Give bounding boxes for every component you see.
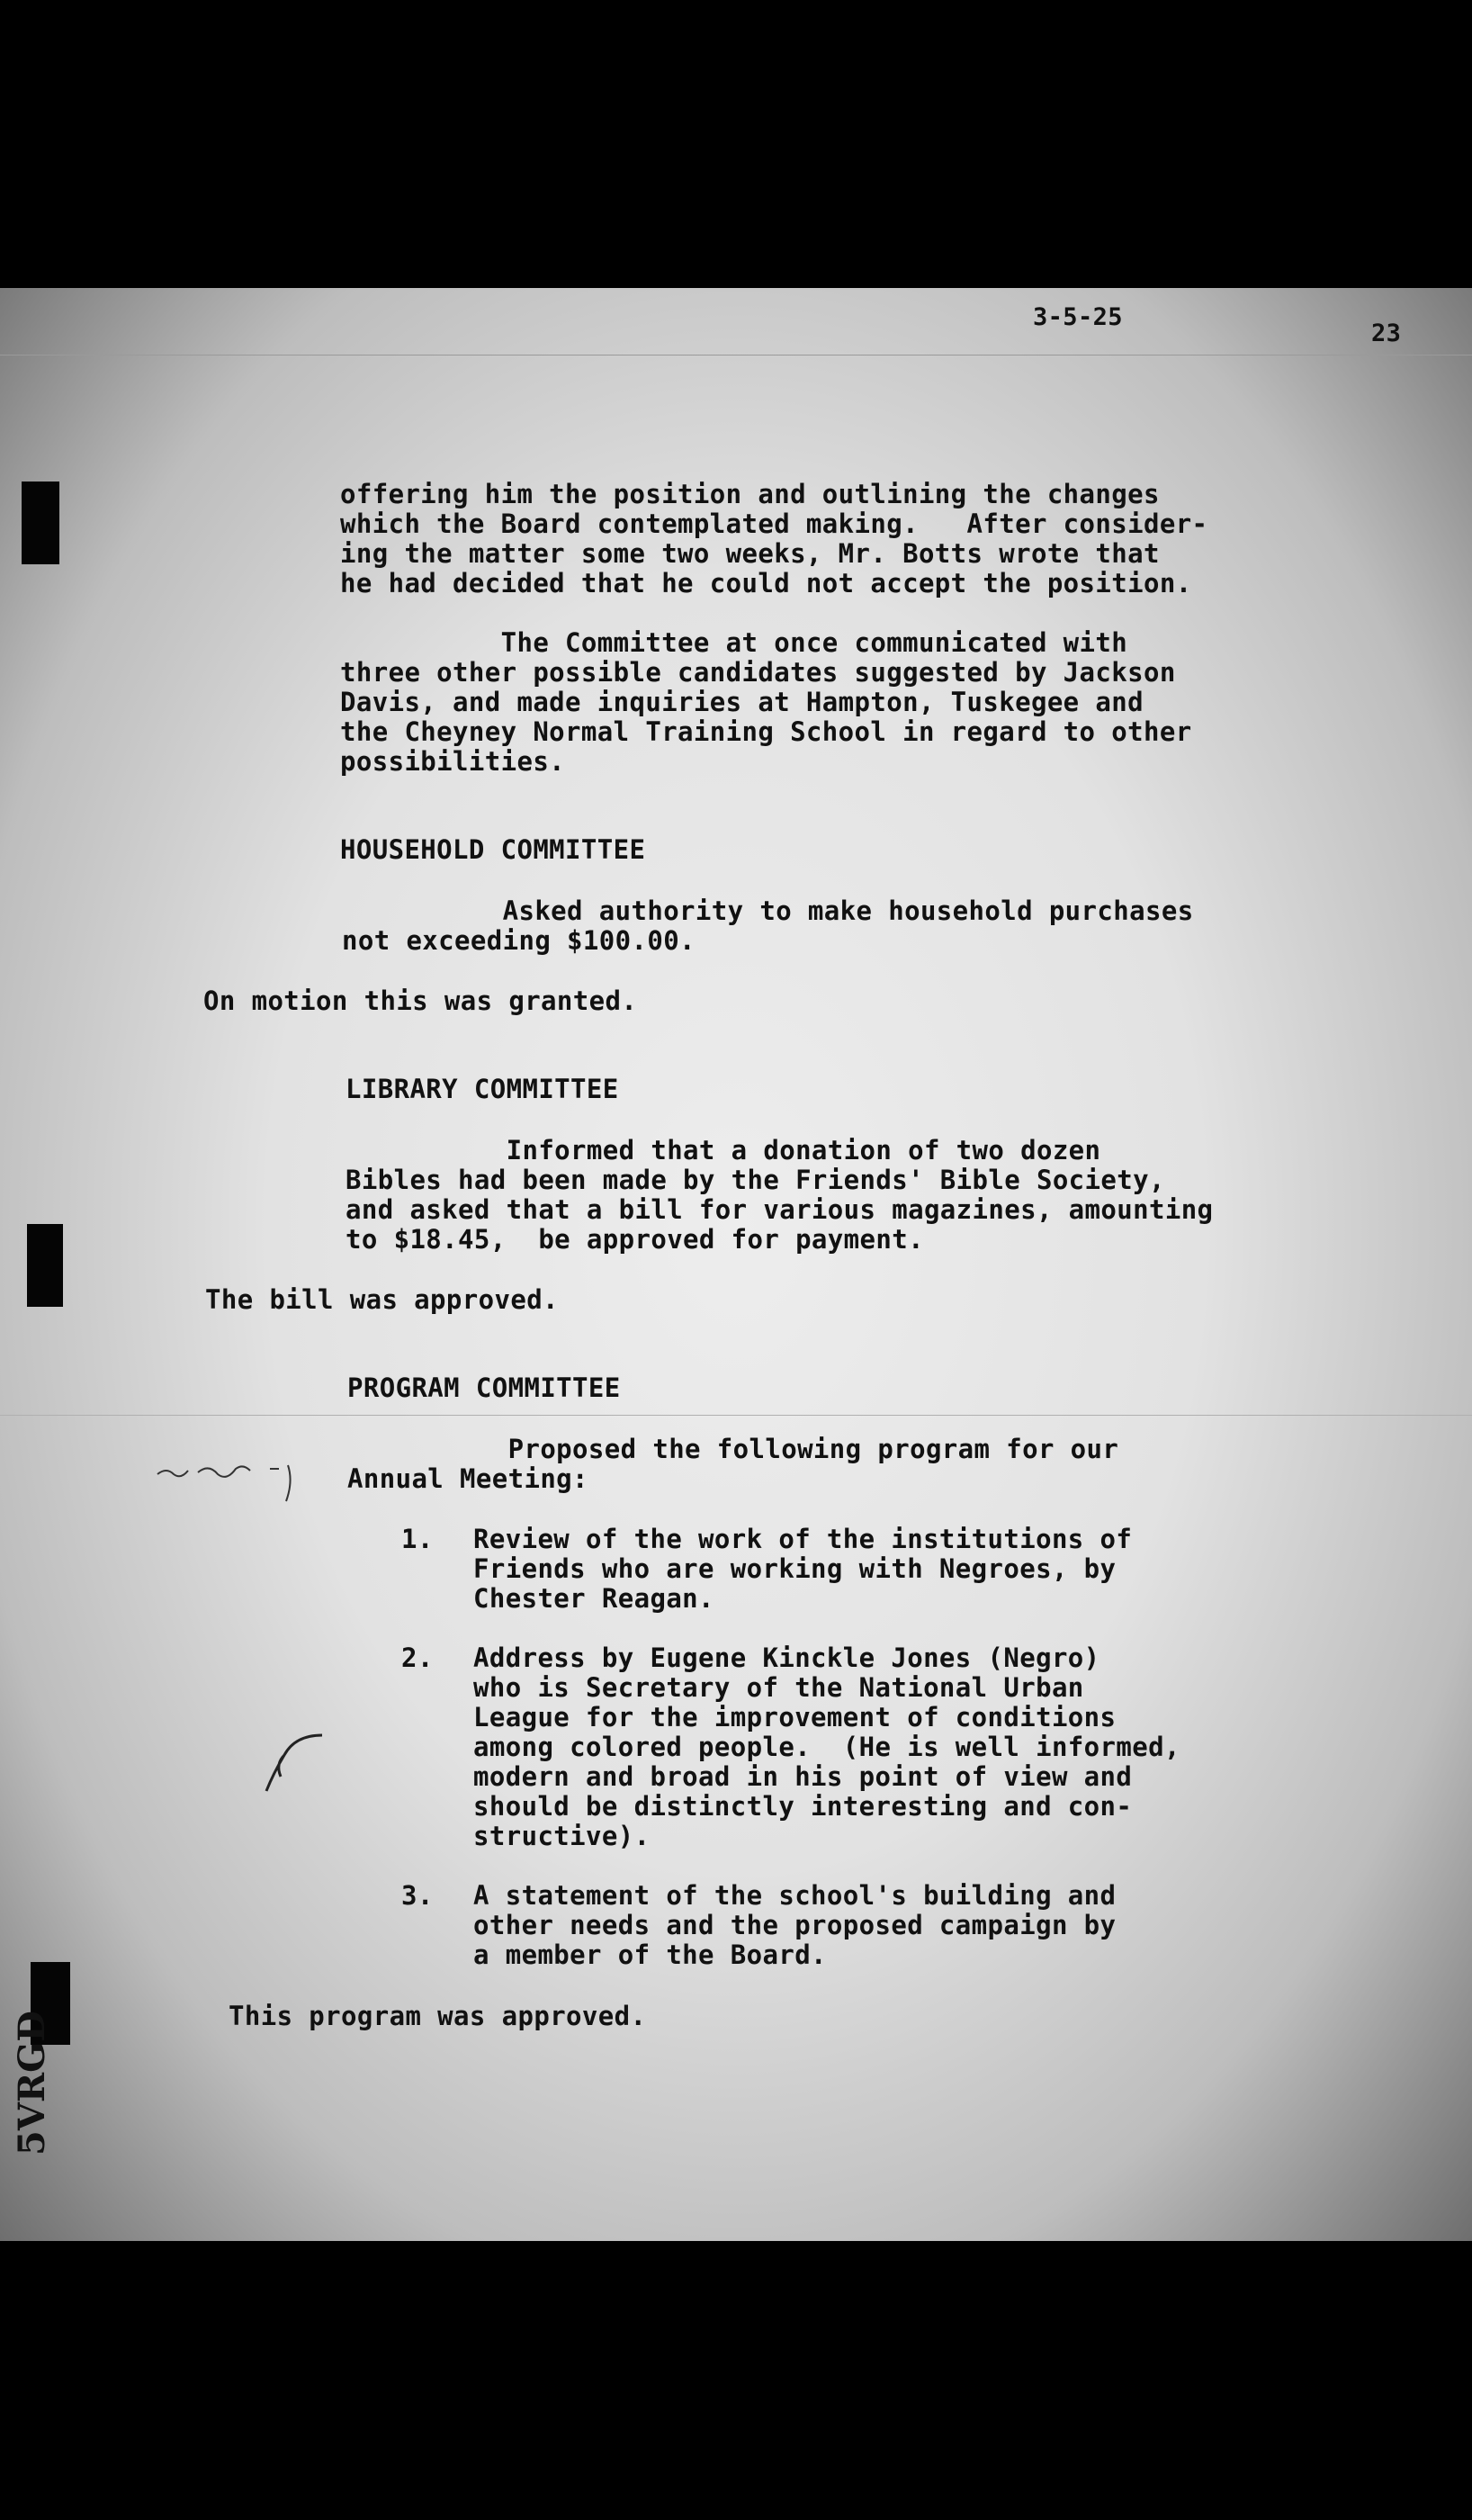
text-line: three other possible candidates suggested by Jackson [340,657,1176,688]
ruled-line [0,355,1472,356]
section-heading-household: HOUSEHOLD COMMITTEE [340,834,646,865]
text-line: Bibles had been made by the Friends' Bible Society, [346,1165,1165,1195]
list-item-line: other needs and the proposed campaign by [473,1910,1117,1940]
bill-result: The bill was approved. [205,1284,559,1315]
document-page [0,288,1472,2241]
page-number: 23 [1371,320,1402,347]
list-item-line: League for the improvement of conditions [473,1702,1117,1732]
text-line: ing the matter some two weeks, Mr. Botts wrote that [340,538,1160,569]
document-date: 3-5-25 [1033,303,1123,331]
text-line: Asked authority to make household purchases [342,896,1194,926]
text-line: Proposed the following program for our [347,1434,1119,1464]
list-item-line: who is Secretary of the National Urban [473,1672,1084,1703]
text-line: Informed that a donation of two dozen [346,1135,1101,1166]
list-item-line: Friends who are working with Negroes, by [473,1553,1117,1584]
handwritten-scribble [153,1447,342,1510]
text-line: not exceeding $100.00. [342,925,696,956]
list-item-line: modern and broad in his point of view and [473,1761,1133,1792]
margin-mark [27,1224,63,1307]
section-heading-program: PROGRAM COMMITTEE [347,1372,621,1403]
text-line: Davis, and made inquiries at Hampton, Tuskegee and [340,687,1144,717]
list-item-number: 1. [401,1524,434,1554]
text-line: the Cheyney Normal Training School in regard to other [340,716,1192,747]
list-item-line: should be distinctly interesting and con- [473,1791,1133,1822]
text-line: to $18.45, be approved for payment. [346,1224,924,1255]
text-line: The Committee at once communicated with [340,627,1128,658]
list-item-number: 3. [401,1880,434,1911]
section-heading-library: LIBRARY COMMITTEE [346,1074,619,1104]
motion-result: On motion this was granted. [203,986,638,1016]
text-line: and asked that a bill for various magazines, amounting [346,1194,1214,1225]
list-item-line: Review of the work of the institutions of [473,1524,1133,1554]
program-result: This program was approved. [229,2001,647,2031]
list-item-line: structive). [473,1821,651,1851]
list-item-line: A statement of the school's building and [473,1880,1117,1911]
archive-stamp: 5VRGD [11,2011,53,2156]
text-line: which the Board contemplated making. After consider- [340,508,1208,539]
list-item-number: 2. [401,1642,434,1673]
text-line: he had decided that he could not accept the position. [340,568,1192,598]
text-line: offering him the position and outlining the changes [340,479,1160,509]
list-item-line: among colored people. (He is well informed, [473,1732,1180,1762]
list-item-line: a member of the Board. [473,1940,827,1970]
list-item-line: Address by Eugene Kinckle Jones (Negro) [473,1642,1100,1673]
list-item-line: Chester Reagan. [473,1583,714,1614]
handwritten-checkmark [261,1726,333,1798]
text-line: Annual Meeting: [347,1463,588,1494]
text-line: possibilities. [340,746,566,777]
ruled-line [0,1415,1472,1416]
margin-mark [22,482,59,564]
